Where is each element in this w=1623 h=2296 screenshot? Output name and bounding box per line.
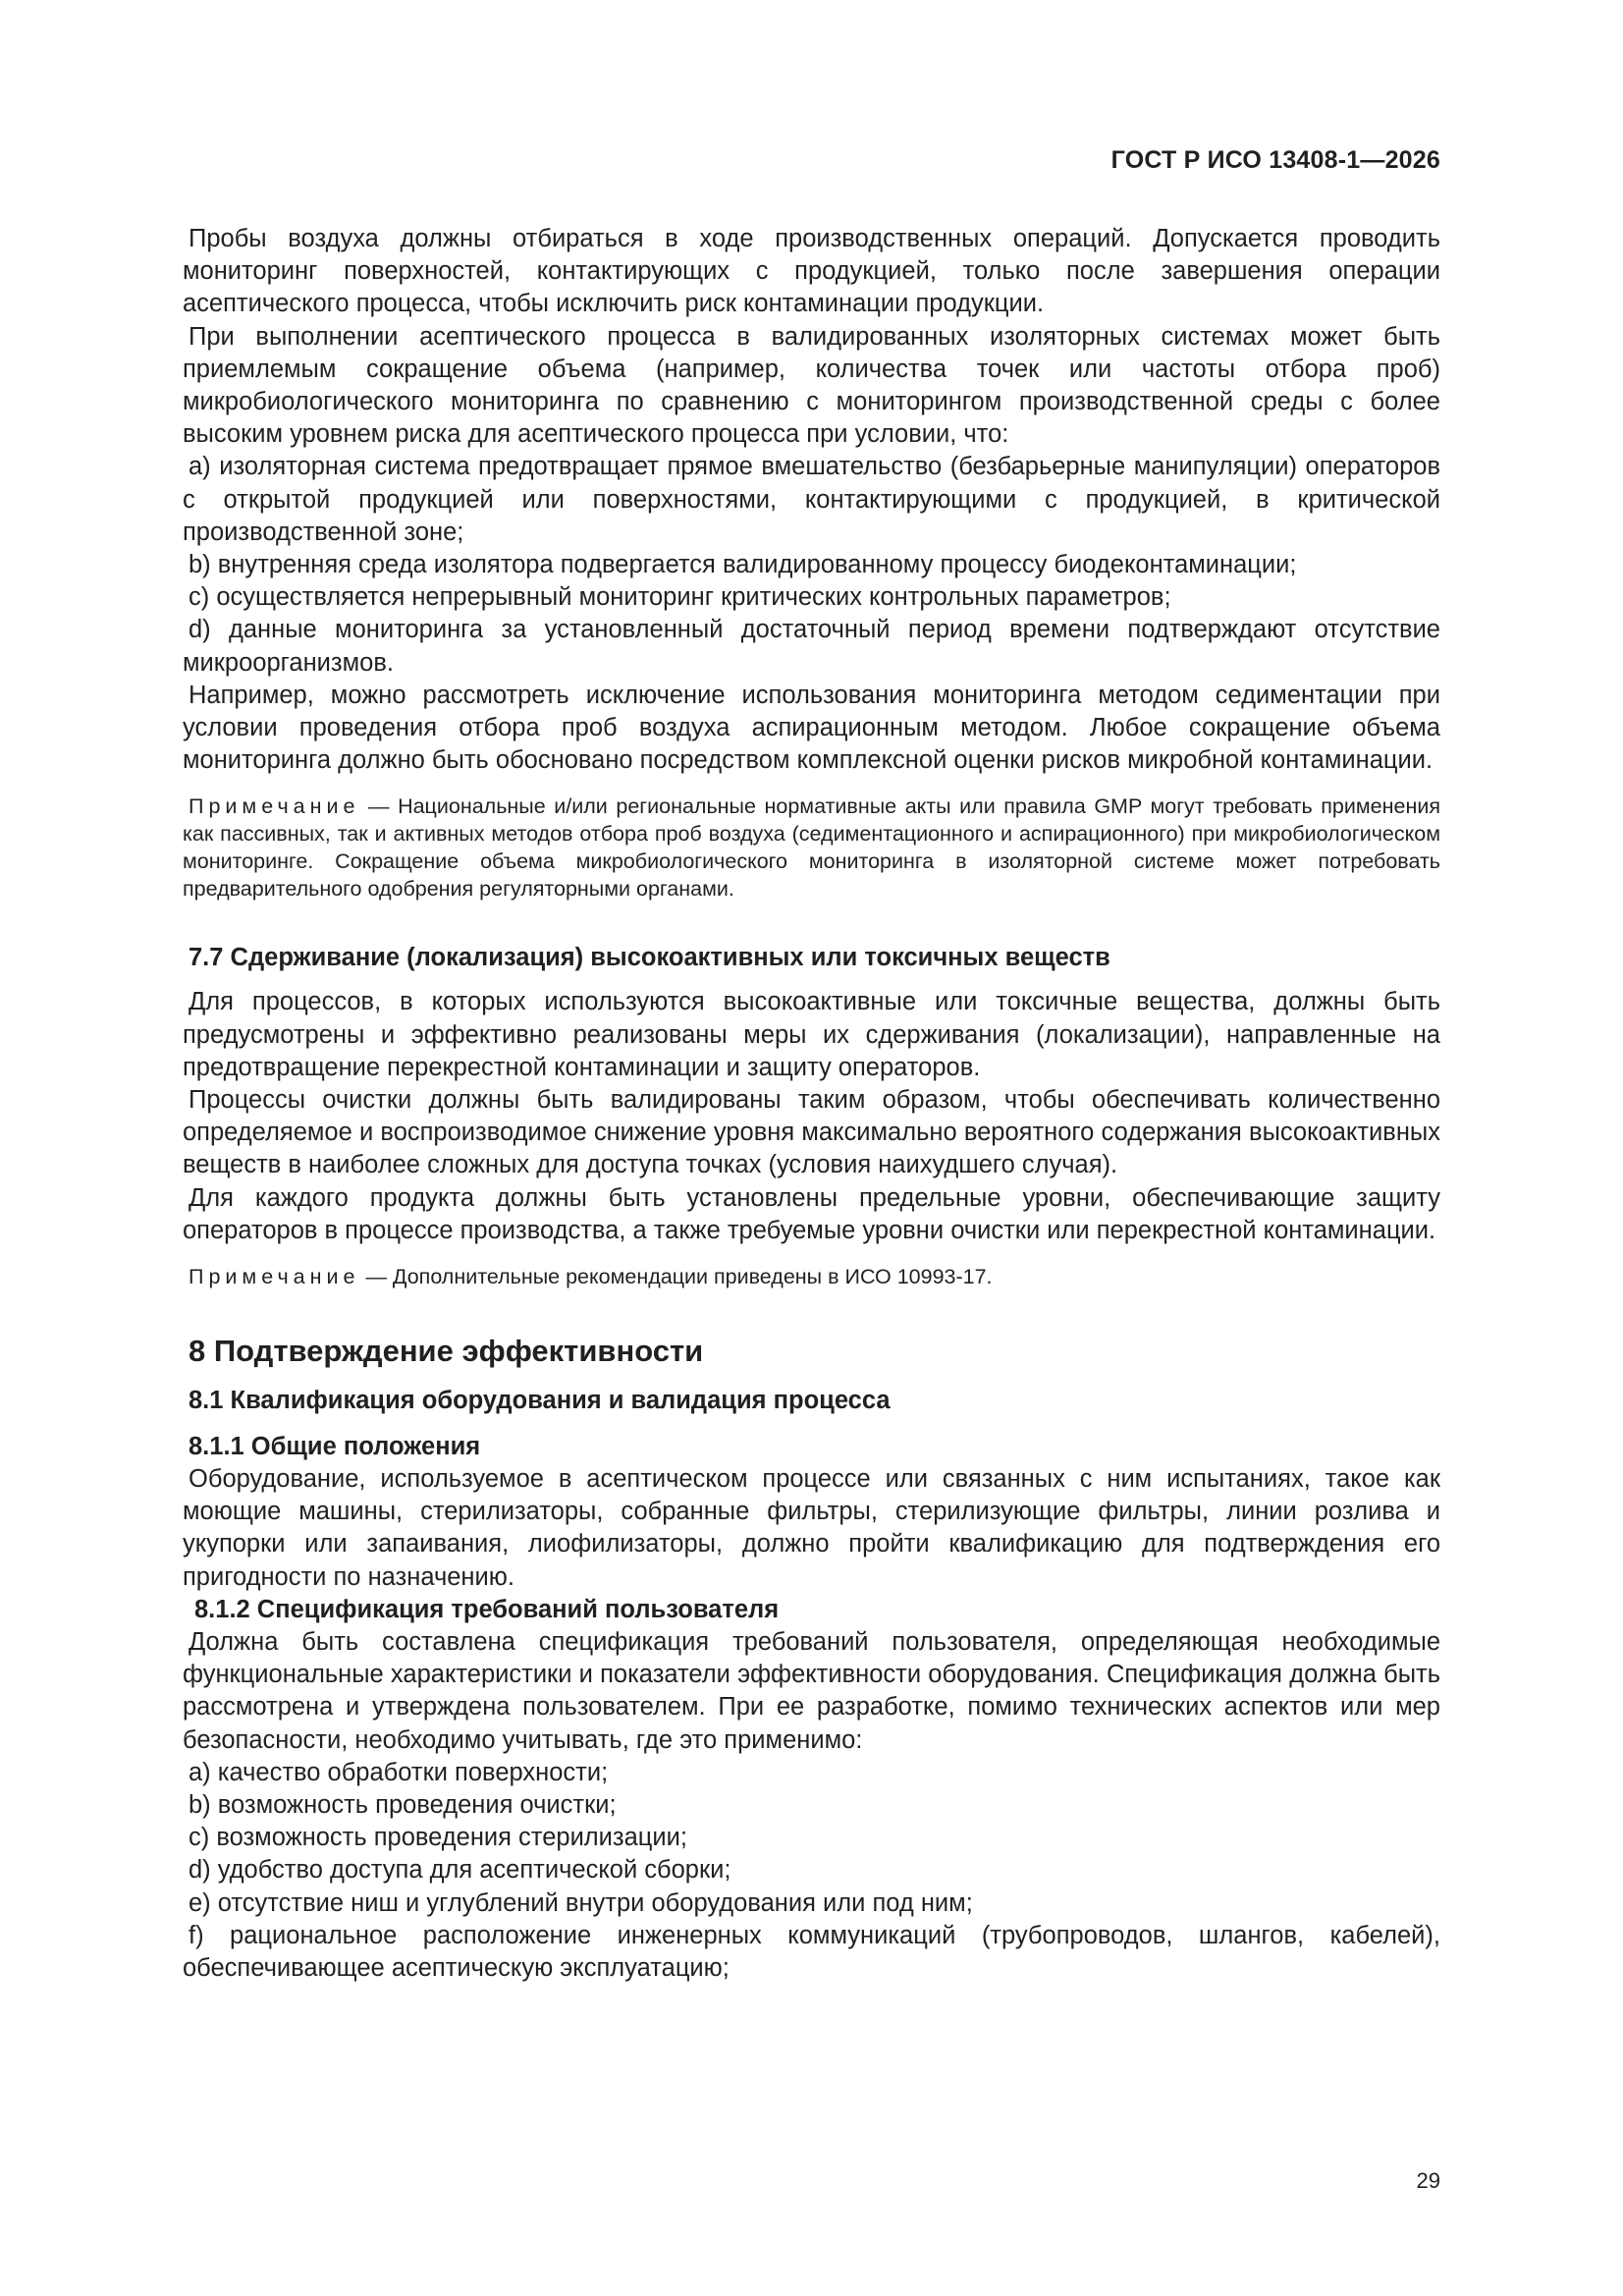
document-body: [183, 223, 1440, 1985]
paragraph-urs: Должна быть составлена спецификация требований пользователя, определяющая необходимые функциональные характеристики и показатели эффективности оборудования. Спецификация должна быть рассмотрена и утверждена пользователем. При ее разработке, помимо технических аспектов или мер безопасности, необходимо учитывать, где это применимо:: [183, 1627, 1440, 1754]
paragraph-isolator-reduction: При выполнении асептического процесса в валидированных изоляторных системах может быть приемлемым сокращение объема (например, количества точек или частоты отбора проб) микробиологического мониторинга по сравнению с мониторингом производственной среды с более высоким уровнем риска для асептического процесса при условии, что:: [183, 322, 1440, 449]
list-item: d) данные мониторинга за установленный достаточный период времени подтверждают отсутствие микроорганизмов.: [183, 616, 1440, 677]
list-item: d) удобство доступа для асептической сборки;: [189, 1856, 731, 1885]
note-label: Примечание: [189, 794, 360, 819]
paragraph-air-sampling: Пробы воздуха должны отбираться в ходе производственных операций. Допускается проводить мониторинг поверхностей, контактирующих с продукцией, только после завершения операции асептического процесса, чтобы исключить риск контаминации продукции.: [183, 225, 1440, 318]
paragraph-equipment: Оборудование, используемое в асептическом процессе или связанных с ним испытаниях, такое как моющие машины, стерилизаторы, собранные фильтры, стерилизующие фильтры, линии розлива и укупорки или запаивания, лиофилизаторы, должно пройти квалификацию для подтверждения его пригодности по назначению.: [183, 1465, 1440, 1591]
list-item: b) возможность проведения очистки;: [189, 1790, 617, 1819]
section-8-1-heading: 8.1 Квалификация оборудования и валидация процесса: [189, 1387, 891, 1415]
page-number: 29: [1416, 2168, 1440, 2193]
list-item: f) рациональное расположение инженерных коммуникаций (трубопроводов, шлангов, кабелей), обеспечивающее асептическую эксплуатацию;: [183, 1921, 1440, 1982]
list-item: c) возможность проведения стерилизации;: [189, 1824, 687, 1852]
paragraph: Для каждого продукта должны быть установлены предельные уровни, обеспечивающие защиту операторов в процессе производства, а также требуемые уровни очистки или перекрестной контаминации.: [183, 1183, 1440, 1244]
paragraph: Процессы очистки должны быть валидированы таким образом, чтобы обеспечивать количественно определяемое и воспроизводимое снижение уровня максимально вероятного содержания высокоактивных веществ в наиболее сложных для доступа точках (условия наихудшего случая).: [183, 1086, 1440, 1179]
list-item: b) внутренняя среда изолятора подвергается валидированному процессу биодеконтаминации;: [189, 551, 1297, 579]
paragraph: Для процессов, в которых используются высокоактивные или токсичные вещества, должны быть предусмотрены и эффективно реализованы меры их сдерживания (локализации), направленные на предотвращение перекрестной контаминации и защиту операторов.: [183, 988, 1440, 1081]
list-item: а) изоляторная система предотвращает прямое вмешательство (безбарьерные манипуляции) операторов с открытой продукцией или поверхностями, контактирующими с продукцией, в критической производственной зоне;: [183, 453, 1440, 546]
document-header: ГОСТ Р ИСО 13408-1—2026: [1110, 146, 1440, 174]
list-item: а) качество обработки поверхности;: [189, 1758, 609, 1786]
note-gmp: [183, 793, 1440, 902]
note-iso: [183, 1263, 1440, 1290]
section-7-7-heading: 7.7 Сдерживание (локализация) высокоактивных или токсичных веществ: [189, 944, 1110, 972]
section-8-heading: 8 Подтверждение эффективности: [189, 1334, 704, 1369]
section-8-1-2-heading: 8.1.2 Спецификация требований пользователя: [194, 1595, 780, 1623]
list-item: c) осуществляется непрерывный мониторинг критических контрольных параметров;: [189, 583, 1171, 612]
note-text: — Национальные и/или региональные нормативные акты или правила GMP могут требовать применения как пассивных, так и активных методов отбора проб воздуха (седиментационного и аспирационного) при микробиологическом мониторинге. Сокращение объема микробиологического мониторинга в изоляторной системе может потребовать предварительного одобрения регуляторными органами.: [183, 794, 1440, 902]
list-item: е) отсутствие ниш и углублений внутри оборудования или под ним;: [189, 1888, 973, 1917]
note-text: — Дополнительные рекомендации приведены в ИСО 10993-17.: [365, 1265, 993, 1289]
paragraph-sedimentation: Например, можно рассмотреть исключение использования мониторинга методом седиментации при условии проведения отбора проб воздуха аспирационным методом. Любое сокращение объема мониторинга должно быть обосновано посредством комплексной оценки рисков микробной контаминации.: [183, 681, 1440, 775]
section-8-1-1-heading: 8.1.1 Общие положения: [189, 1433, 481, 1461]
note-label: Примечание: [189, 1265, 360, 1289]
